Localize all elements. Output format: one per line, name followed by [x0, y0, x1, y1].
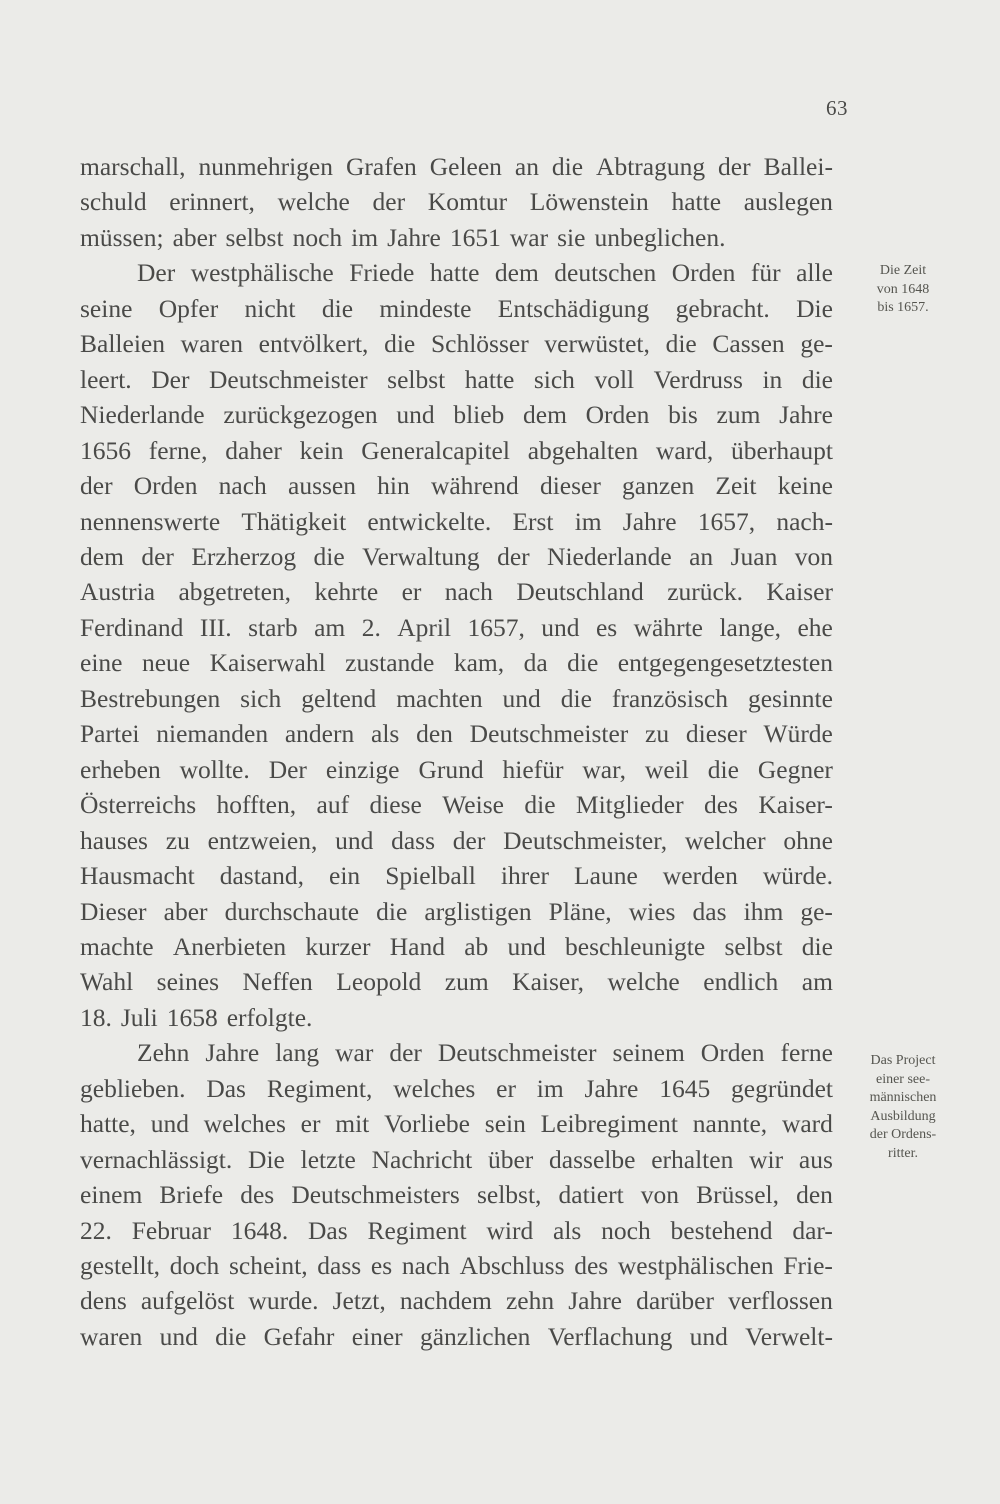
- text-line: 22. Februar 1648. Das Regiment wird als noch bestehend dar-: [80, 1215, 833, 1245]
- text-line: 1656 ferne, daher kein Generalcapitel abgehalten ward, überhaupt: [80, 435, 833, 465]
- text-line: eine neue Kaiserwahl zustande kam, da die entgegengesetztesten: [80, 648, 833, 678]
- margin-note-line: Die Zeit: [879, 263, 927, 278]
- margin-note-line: bis 1657.: [877, 300, 929, 315]
- text-line: der Orden nach aussen hin während dieser ganzen Zeit keine: [80, 471, 833, 501]
- text-line: Der westphälische Friede hatte dem deutschen Orden für alle: [137, 258, 833, 288]
- margin-note-line: einer see-: [875, 1071, 931, 1087]
- text-line: Wahl seines Neffen Leopold zum Kaiser, welche endlich am: [80, 967, 833, 997]
- text-line: Zehn Jahre lang war der Deutschmeister seinem Orden ferne: [137, 1038, 833, 1068]
- text-line: schuld erinnert, welche der Komtur Löwenstein hatte auslegen: [80, 187, 833, 217]
- text-line: nennenswerte Thätigkeit entwickelte. Erst im Jahre 1657, nach-: [80, 506, 833, 536]
- margin-note-project: [848, 1052, 958, 1163]
- text-line: müssen; aber selbst noch im Jahre 1651 war sie unbeglichen.: [80, 222, 726, 252]
- margin-note-line: der Ordens-: [869, 1127, 937, 1142]
- margin-note-line: Ausbildung: [870, 1108, 936, 1124]
- text-line: leert. Der Deutschmeister selbst hatte sich voll Verdruss in die: [80, 364, 833, 394]
- text-line: Balleien waren entvölkert, die Schlösser verwüstet, die Cassen ge-: [80, 329, 833, 359]
- text-line: waren und die Gefahr einer gänzlichen Verflachung und Verwelt-: [80, 1321, 833, 1351]
- text-line: Niederlande zurückgezogen und blieb dem Orden bis zum Jahre: [80, 400, 833, 430]
- text-line: hauses zu entzweien, und dass der Deutschmeister, welcher ohne: [80, 825, 833, 855]
- text-line: Hausmacht dastand, ein Spielball ihrer Laune werden würde.: [80, 861, 833, 890]
- text-line: hatte, und welches er mit Vorliebe sein Leibregiment nannte, ward: [80, 1109, 833, 1139]
- margin-note-zeit: [848, 262, 958, 318]
- text-line: marschall, nunmehrigen Grafen Geleen an die Abtragung der Ballei-: [80, 152, 833, 181]
- text-line: vernachlässigt. Die letzte Nachricht über dasselbe erhalten wir aus: [80, 1144, 833, 1174]
- text-line: Ferdinand III. starb am 2. April 1657, und es währte lange, ehe: [80, 612, 833, 642]
- margin-note-line: männischen: [869, 1090, 937, 1105]
- text-line: Dieser aber durchschaute die arglistigen Pläne, wies das ihm ge-: [80, 896, 833, 926]
- text-line: Partei niemanden andern als den Deutschmeister zu dieser Würde: [80, 719, 833, 749]
- text-line: 18. Juli 1658 erfolgte.: [80, 1002, 313, 1032]
- text-line: geblieben. Das Regiment, welches er im Jahre 1645 gegründet: [80, 1073, 833, 1103]
- text-line: dens aufgelöst wurde. Jetzt, nachdem zehn Jahre darüber verflossen: [80, 1286, 833, 1316]
- margin-note-line: von 1648: [876, 281, 930, 297]
- text-line: Austria abgetreten, kehrte er nach Deutschland zurück. Kaiser: [80, 577, 833, 607]
- text-line: machte Anerbieten kurzer Hand ab und beschleunigte selbst die: [80, 931, 833, 961]
- text-line: einem Briefe des Deutschmeisters selbst, datiert von Brüssel, den: [80, 1180, 833, 1210]
- text-line: seine Opfer nicht die mindeste Entschädigung gebracht. Die: [80, 293, 833, 323]
- text-line: Bestrebungen sich geltend machten und die französisch gesinnte: [80, 683, 833, 713]
- page-number: 63: [826, 96, 848, 120]
- text-line: erheben wollte. Der einzige Grund hiefür war, weil die Gegner: [80, 754, 833, 784]
- text-line: dem der Erzherzog die Verwaltung der Niederlande an Juan von: [80, 542, 833, 571]
- text-line: Österreichs hofften, auf diese Weise die Mitglieder des Kaiser-: [80, 790, 833, 820]
- text-line: gestellt, doch scheint, dass es nach Abschluss des westphälischen Frie-: [80, 1251, 833, 1280]
- margin-note-line: ritter.: [888, 1145, 918, 1161]
- margin-note-line: Das Project: [870, 1053, 936, 1068]
